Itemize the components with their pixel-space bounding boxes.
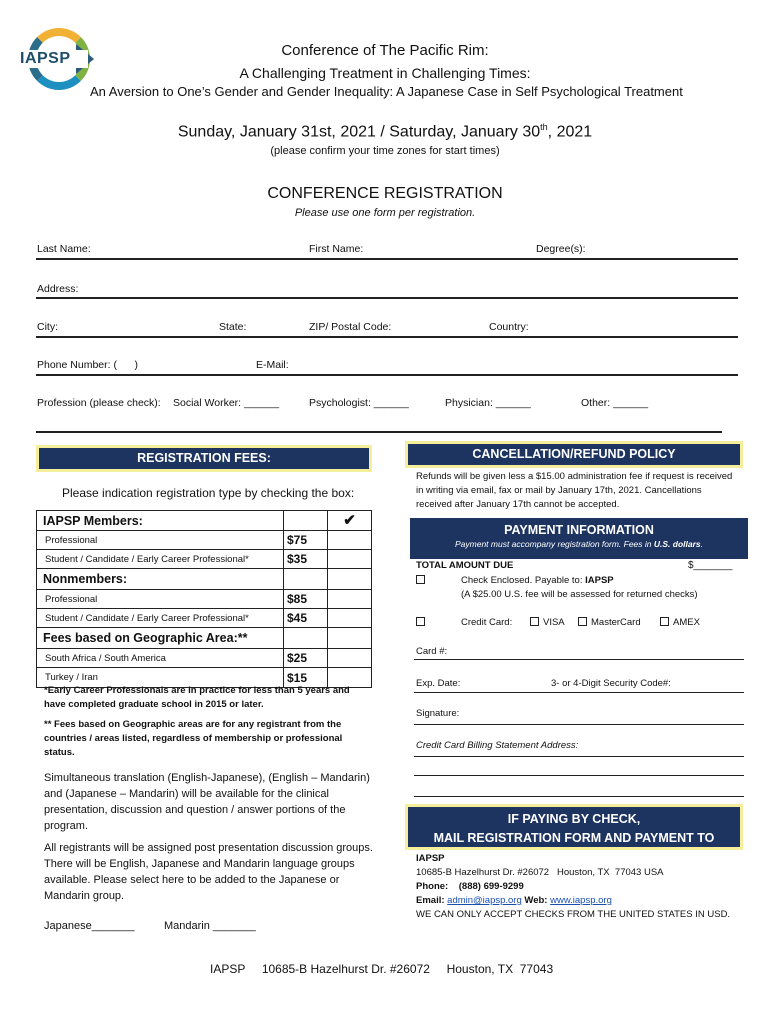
- fees-instruction: Please indication registration type by checking the box:: [62, 486, 355, 500]
- fee-checkbox[interactable]: [327, 609, 371, 627]
- japanese-group-option[interactable]: Japanese_______: [44, 920, 135, 932]
- exp-line[interactable]: [414, 692, 744, 693]
- fee-label: Student / Candidate / Early Career Professional*: [45, 553, 249, 565]
- section-divider: [36, 431, 722, 433]
- fee-label: Turkey / Iran: [45, 672, 98, 683]
- cancellation-text: Refunds will be given less a $15.00 administration fee if request is received in writing via email, fax or mail by January 17th, 2021. Cancellations received after January 17th cannot be accepted.: [416, 471, 733, 510]
- security-code-label: 3- or 4-Digit Security Code#:: [551, 678, 671, 689]
- billing-line-2[interactable]: [414, 775, 744, 776]
- fee-label: South Africa / South America: [45, 652, 166, 664]
- registration-subtitle: Please use one form per registration.: [294, 207, 476, 219]
- name-line[interactable]: [36, 258, 738, 260]
- mail-contact: Email: admin@iapsp.org Web: www.iapsp.org: [416, 895, 612, 906]
- billing-address-label: Credit Card Billing Statement Address:: [416, 740, 579, 751]
- mail-header-line-2: MAIL REGISTRATION FORM AND PAYMENT TO: [433, 831, 715, 845]
- zip-label: ZIP/ Postal Code:: [309, 321, 392, 333]
- email-link[interactable]: admin@iapsp.org: [447, 895, 522, 906]
- fee-checkbox[interactable]: [327, 550, 371, 568]
- mail-header-line-1: IF PAYING BY CHECK,: [507, 812, 641, 826]
- card-number-line[interactable]: [414, 659, 744, 660]
- table-row[interactable]: [37, 550, 371, 569]
- cancellation-header: CANCELLATION/REFUND POLICY: [405, 441, 743, 468]
- table-row[interactable]: [37, 590, 371, 609]
- groups-note: All registrants will be assigned post presentation discussion groups. There will be English, Japanese and Mandarin language groups available. Please select here to be added to the Japanese or Mandarin group.: [44, 842, 373, 902]
- registration-fees-header: REGISTRATION FEES:: [36, 445, 372, 472]
- members-header-row: [37, 511, 371, 531]
- billing-line-3[interactable]: [414, 796, 744, 797]
- country-label: Country:: [489, 321, 529, 333]
- amex-label: AMEX: [673, 617, 700, 628]
- fees-table: [36, 510, 372, 688]
- phone-label: Phone Number: ( ): [37, 359, 138, 371]
- conference-subtitle-2: An Aversion to One’s Gender and Gender Inequality: A Japanese Case in Self Psychological Treatment: [90, 84, 683, 99]
- geo-title: Fees based on Geographic Area:**: [43, 631, 248, 645]
- other-option[interactable]: Other: ______: [581, 397, 649, 409]
- footer-org: IAPSP: [210, 962, 246, 976]
- returned-check-note: (A $25.00 U.S. fee will be assessed for returned checks): [461, 589, 698, 600]
- checks-note: WE CAN ONLY ACCEPT CHECKS FROM THE UNITED STATES IN USD.: [416, 909, 731, 920]
- mail-phone: Phone: (888) 699-9299: [416, 881, 524, 892]
- fee-checkbox[interactable]: [327, 590, 371, 608]
- city-label: City:: [37, 321, 58, 333]
- mastercard-checkbox[interactable]: [578, 617, 587, 626]
- city-line[interactable]: [36, 336, 738, 338]
- address-line[interactable]: [36, 297, 738, 299]
- amex-checkbox[interactable]: [660, 617, 669, 626]
- translation-note: Simultaneous translation (English-Japanese), (English – Mandarin) and (Japanese – Mandarin) will be available for the clinical presentation, discussion and question / answer portions of the program.: [44, 772, 370, 832]
- card-number-label: Card #:: [416, 646, 448, 657]
- credit-card-label: Credit Card:: [461, 617, 513, 628]
- fee-label: Student / Candidate / Early Career Professional*: [45, 612, 249, 624]
- fee-price: $15: [283, 668, 327, 687]
- web-link[interactable]: www.iapsp.org: [550, 895, 612, 906]
- psychologist-option[interactable]: Psychologist: ______: [309, 397, 409, 409]
- mail-header: [405, 804, 743, 850]
- footer-city: Houston, TX 77043: [446, 962, 554, 976]
- fee-checkbox[interactable]: [327, 649, 371, 667]
- state-label: State:: [219, 321, 247, 333]
- physician-option[interactable]: Physician: ______: [445, 397, 531, 409]
- early-career-note: *Early Career Professionals are in practice for less than 5 years and have completed graduate school in 2015 or later.: [44, 685, 350, 710]
- mail-org: IAPSP: [416, 853, 445, 864]
- registration-title: CONFERENCE REGISTRATION: [267, 185, 503, 202]
- footer-address: 10685-B Hazelhurst Dr. #26072: [261, 962, 430, 976]
- signature-label: Signature:: [416, 708, 460, 719]
- visa-checkbox[interactable]: [530, 617, 539, 626]
- visa-label: VISA: [543, 617, 565, 628]
- credit-card-checkbox[interactable]: [416, 617, 425, 626]
- total-field[interactable]: $_______: [688, 560, 733, 571]
- check-payment-checkbox[interactable]: [416, 575, 425, 584]
- members-title: IAPSP Members:: [43, 513, 143, 528]
- logo-text: IAPSP: [18, 50, 88, 68]
- fee-label: Professional: [45, 534, 98, 546]
- payment-title: PAYMENT INFORMATION: [504, 523, 654, 537]
- fee-label: Professional: [45, 593, 98, 605]
- table-row[interactable]: [37, 649, 371, 668]
- profession-label: Profession (please check):: [37, 397, 161, 409]
- total-label: TOTAL AMOUNT DUE: [416, 560, 514, 571]
- footer: [210, 962, 553, 976]
- signature-line[interactable]: [414, 724, 744, 725]
- phone-line[interactable]: [36, 374, 738, 376]
- nonmembers-header-row: [37, 569, 371, 590]
- billing-line-1[interactable]: [414, 756, 744, 757]
- table-row[interactable]: [37, 531, 371, 550]
- social-worker-option[interactable]: Social Worker: ______: [173, 397, 280, 409]
- first-name-label: First Name:: [309, 243, 364, 255]
- fee-price: $45: [283, 609, 327, 627]
- mandarin-group-option[interactable]: Mandarin _______: [164, 920, 256, 932]
- geographic-note: ** Fees based on Geographic areas are for any registrant from the countries / areas listed, regardless of membership or professional status.: [44, 719, 343, 758]
- timezone-note: (please confirm your time zones for start times): [270, 145, 500, 157]
- degrees-label: Degree(s):: [536, 243, 586, 255]
- check-icon: ✔: [327, 511, 371, 530]
- mastercard-label: MasterCard: [591, 617, 641, 628]
- mail-address: 10685-B Hazelhurst Dr. #26072 Houston, TX 77043 USA: [416, 867, 664, 878]
- table-row[interactable]: [37, 609, 371, 628]
- conference-subtitle: A Challenging Treatment in Challenging Times:: [239, 65, 531, 81]
- last-name-label: Last Name:: [37, 243, 91, 255]
- payment-subtitle: Payment must accompany registration form. Fees in U.S. dollars.: [454, 539, 704, 549]
- geo-header-row: [37, 628, 371, 649]
- check-payable: Check Enclosed. Payable to: IAPSP: [461, 575, 614, 586]
- nonmembers-title: Nonmembers:: [43, 572, 128, 586]
- conference-title: Conference of The Pacific Rim:: [281, 42, 489, 59]
- fee-price: $35: [283, 550, 327, 568]
- exp-date-label: Exp. Date:: [416, 678, 461, 689]
- email-label: E-Mail:: [256, 359, 289, 371]
- fee-price: $75: [283, 531, 327, 549]
- fee-checkbox[interactable]: [327, 531, 371, 549]
- fee-price: $85: [283, 590, 327, 608]
- fee-price: $25: [283, 649, 327, 667]
- conference-date: Sunday, January 31st, 2021 / Saturday, January 30th, 2021: [177, 122, 593, 141]
- payment-header: [410, 518, 748, 559]
- address-label: Address:: [37, 283, 79, 295]
